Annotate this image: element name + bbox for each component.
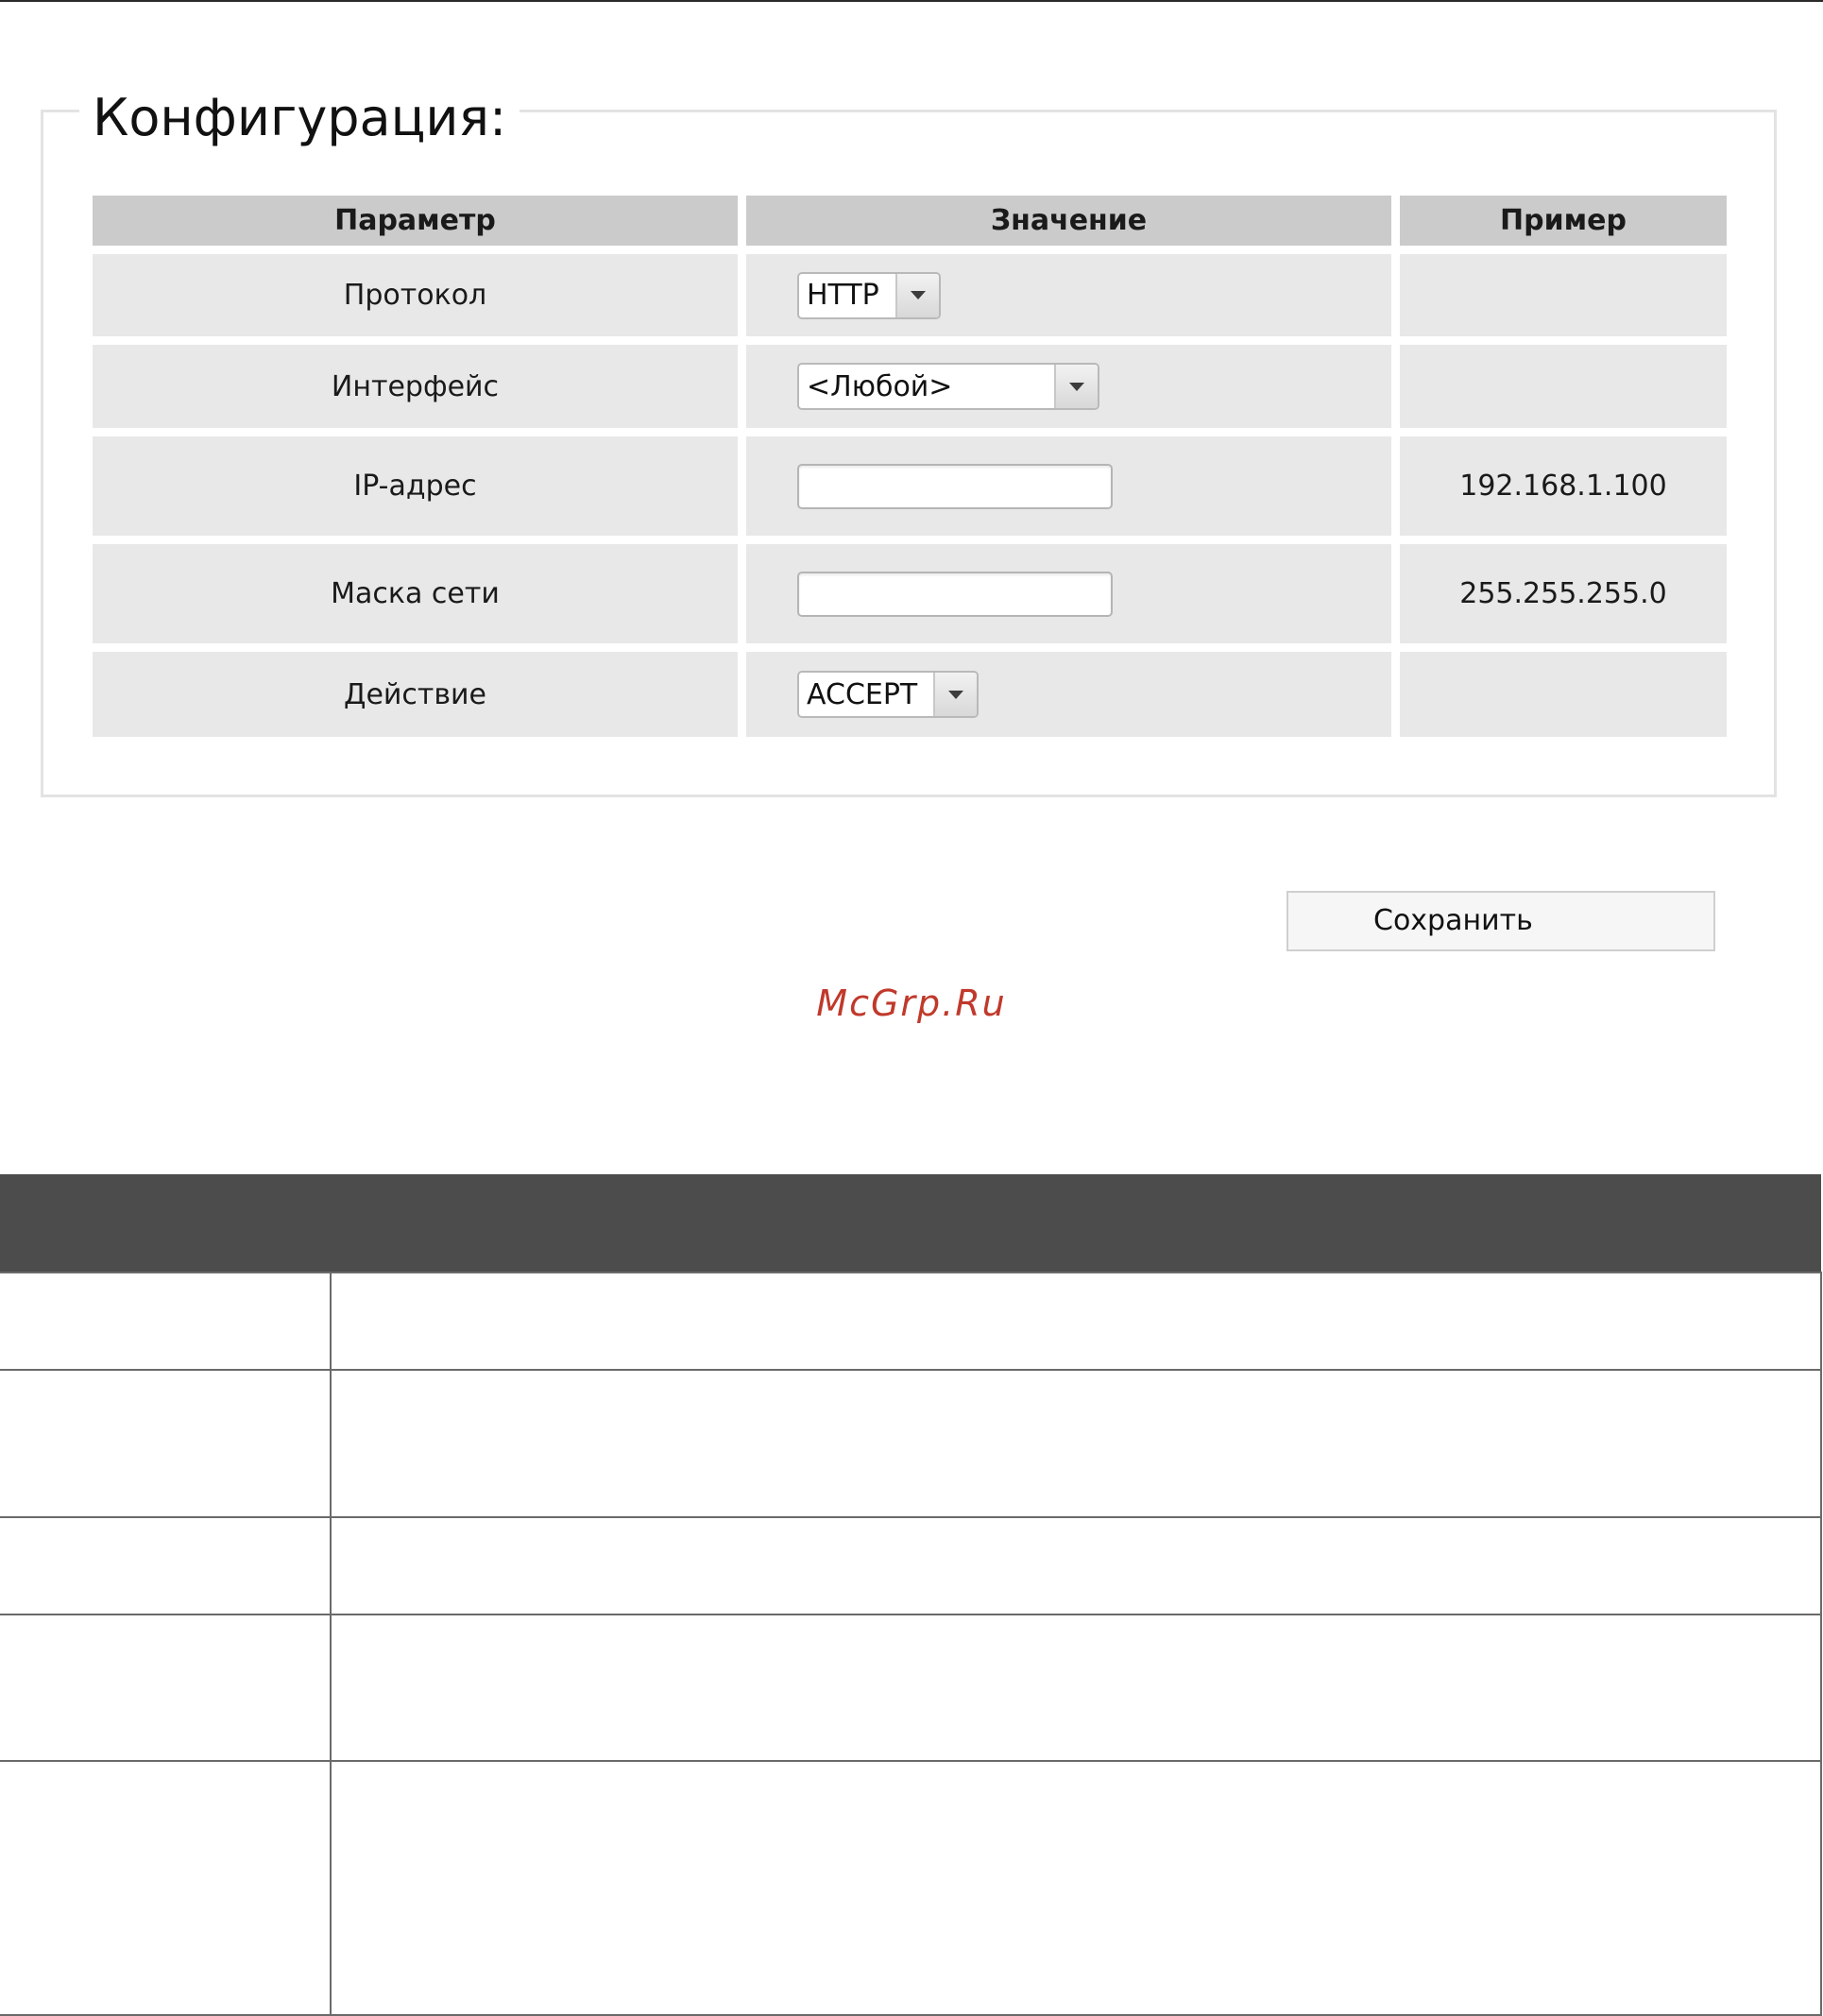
protocol-select[interactable] (797, 272, 941, 319)
ip-address-input[interactable] (797, 464, 1113, 509)
example-interface (1400, 345, 1727, 436)
table-cell (331, 1615, 1821, 1761)
config-title: Конфигурация: (79, 77, 520, 159)
table-cell (331, 1761, 1821, 2015)
row-interface (93, 345, 1727, 436)
table-cell (0, 1761, 331, 2015)
table-row (0, 1615, 1821, 1761)
table-cell (0, 1370, 331, 1517)
table-row (0, 1517, 1821, 1615)
protocol-selected-value: HTTP (807, 279, 879, 312)
top-rule (0, 0, 1823, 2)
row-mask (93, 544, 1727, 652)
save-button[interactable]: Сохранить (1286, 891, 1715, 951)
config-table-header (93, 196, 1727, 254)
example-protocol (1400, 254, 1727, 345)
label-protocol: Протокол (93, 254, 746, 345)
table-cell (0, 1517, 331, 1615)
label-interface: Интерфейс (93, 345, 746, 436)
cell-mask-value (746, 544, 1400, 652)
column-header-example: Пример (1400, 196, 1727, 254)
table-cell (0, 1615, 331, 1761)
interface-selected-value: <Любой> (807, 369, 953, 403)
table-cell (331, 1517, 1821, 1615)
cell-protocol-value (746, 254, 1400, 345)
netmask-input[interactable] (797, 572, 1113, 617)
config-table (93, 196, 1727, 737)
cell-interface-value (746, 345, 1400, 436)
table-cell (331, 1370, 1821, 1517)
action-select[interactable] (797, 671, 979, 718)
chevron-down-icon[interactable] (933, 673, 977, 716)
watermark-text: McGrp.Ru (816, 982, 1007, 1024)
description-table-header (0, 1174, 1821, 1272)
label-mask: Маска сети (93, 544, 746, 652)
description-table (0, 1272, 1822, 2016)
cell-action-value (746, 652, 1400, 737)
row-action (93, 652, 1727, 737)
table-row (0, 1761, 1821, 2015)
chevron-down-icon[interactable] (1054, 365, 1098, 408)
table-cell (331, 1273, 1821, 1370)
interface-select[interactable] (797, 363, 1099, 410)
table-cell (0, 1273, 331, 1370)
row-ip (93, 436, 1727, 544)
label-action: Действие (93, 652, 746, 737)
table-row (0, 1370, 1821, 1517)
table-row (0, 1273, 1821, 1370)
example-action (1400, 652, 1727, 737)
chevron-down-icon[interactable] (895, 274, 939, 317)
example-mask: 255.255.255.0 (1400, 544, 1727, 652)
row-protocol (93, 254, 1727, 345)
column-header-param: Параметр (93, 196, 746, 254)
cell-ip-value (746, 436, 1400, 544)
label-ip: IP-адрес (93, 436, 746, 544)
column-header-value: Значение (746, 196, 1400, 254)
example-ip: 192.168.1.100 (1400, 436, 1727, 544)
action-selected-value: ACCEPT (807, 677, 918, 711)
